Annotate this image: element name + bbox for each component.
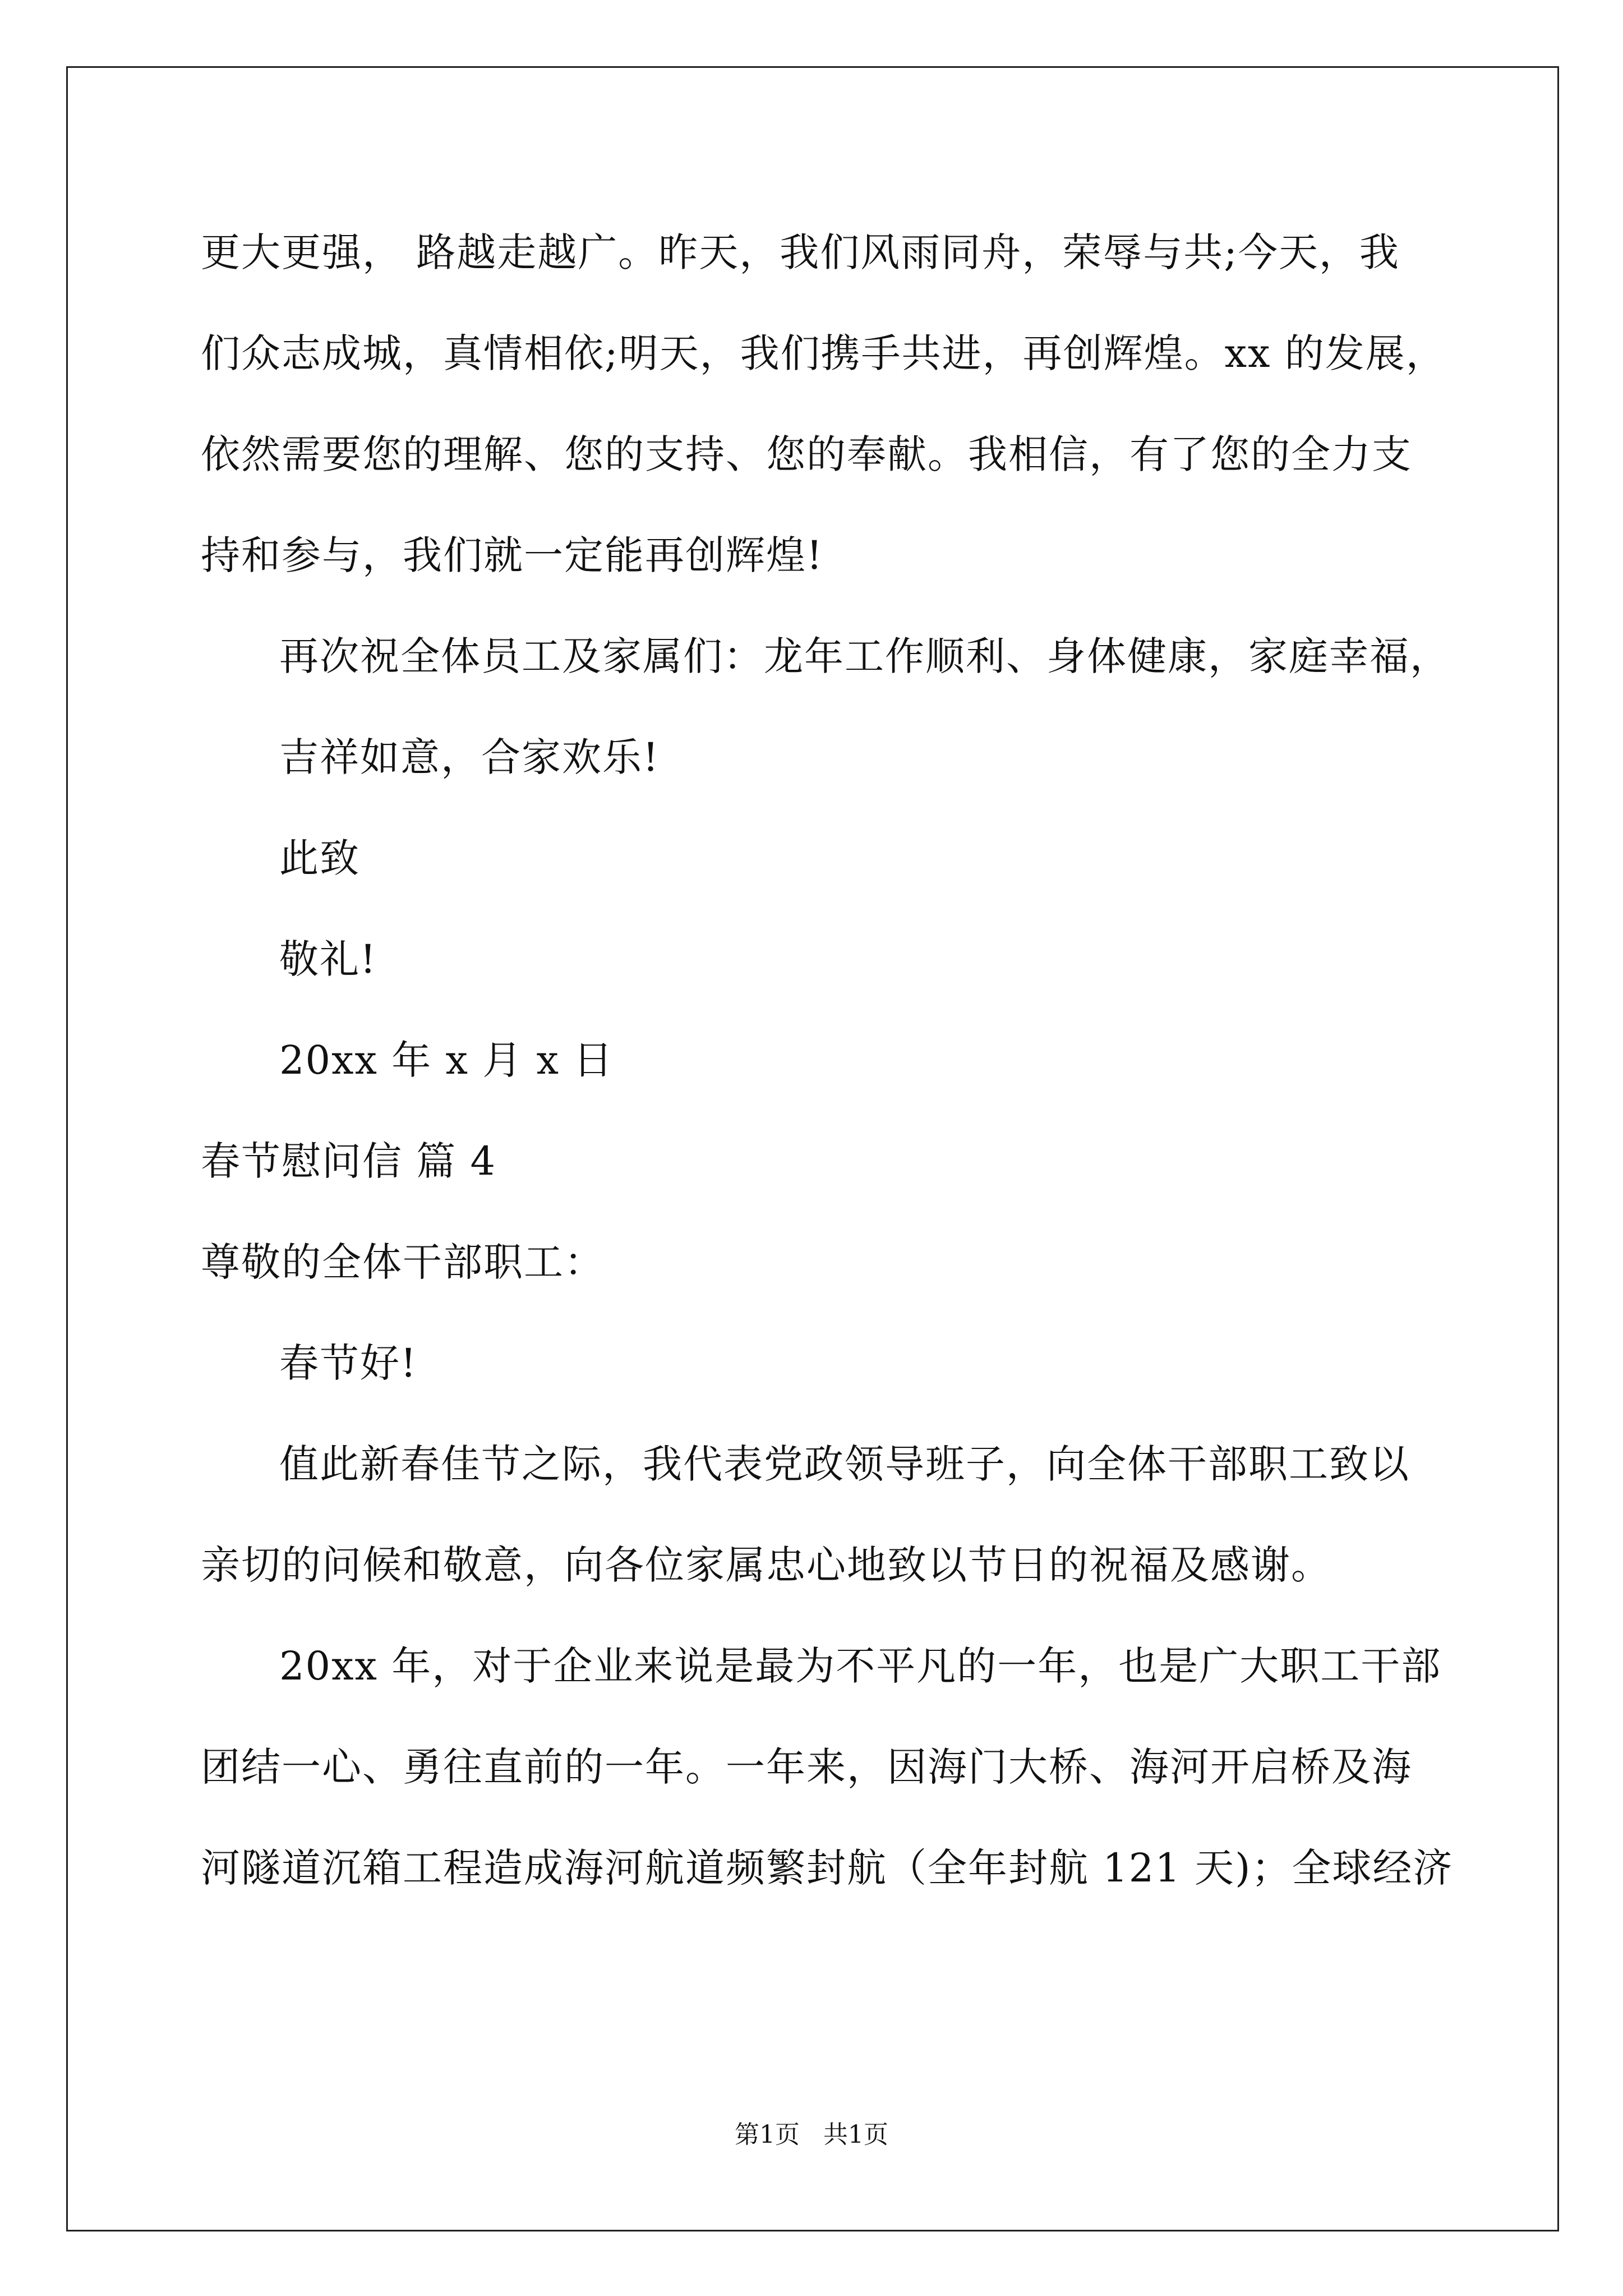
body-line-1: 更大更强， 路越走越广。昨天，我们风雨同舟，荣辱与共;今天，我: [201, 229, 1400, 275]
closing-regards: 敬礼!: [279, 936, 377, 982]
body-line-2: 们众志成城，真情相依;明天，我们携手共进，再创辉煌。xx 的发展，: [201, 330, 1446, 376]
page-footer: 第1页 共1页: [735, 2120, 888, 2149]
closing-salutation: 此致: [279, 835, 360, 881]
section-heading: 春节慰问信 篇 4: [201, 1138, 497, 1184]
opening-greeting: 春节好!: [279, 1340, 418, 1386]
greeting-wish-line-2: 吉祥如意，合家欢乐!: [279, 734, 660, 780]
paragraph-2-line-1: 20xx 年，对于企业来说是最为不平凡的一年，也是广大职工干部: [279, 1643, 1442, 1689]
recipient-salutation: 尊敬的全体干部职工：: [201, 1239, 605, 1285]
body-line-4: 持和参与，我们就一定能再创辉煌!: [201, 532, 824, 578]
paragraph-1-line-2: 亲切的问候和敬意，向各位家属忠心地致以节日的祝福及感谢。: [201, 1542, 1331, 1588]
greeting-wish-line-1: 再次祝全体员工及家属们：龙年工作顺利、身体健康，家庭幸福，: [279, 633, 1450, 679]
paragraph-2-line-2: 团结一心、勇往直前的一年。一年来，因海门大桥、海河开启桥及海: [201, 1744, 1412, 1790]
body-line-3: 依然需要您的理解、您的支持、您的奉献。我相信，有了您的全力支: [201, 431, 1412, 477]
letter-date: 20xx 年 x 月 x 日: [279, 1037, 614, 1083]
paragraph-1-line-1: 值此新春佳节之际，我代表党政领导班子，向全体干部职工致以: [279, 1441, 1410, 1487]
paragraph-2-line-3: 河隧道沉箱工程造成海河航道频繁封航（全年封航 121 天)；全球经济: [201, 1845, 1454, 1891]
